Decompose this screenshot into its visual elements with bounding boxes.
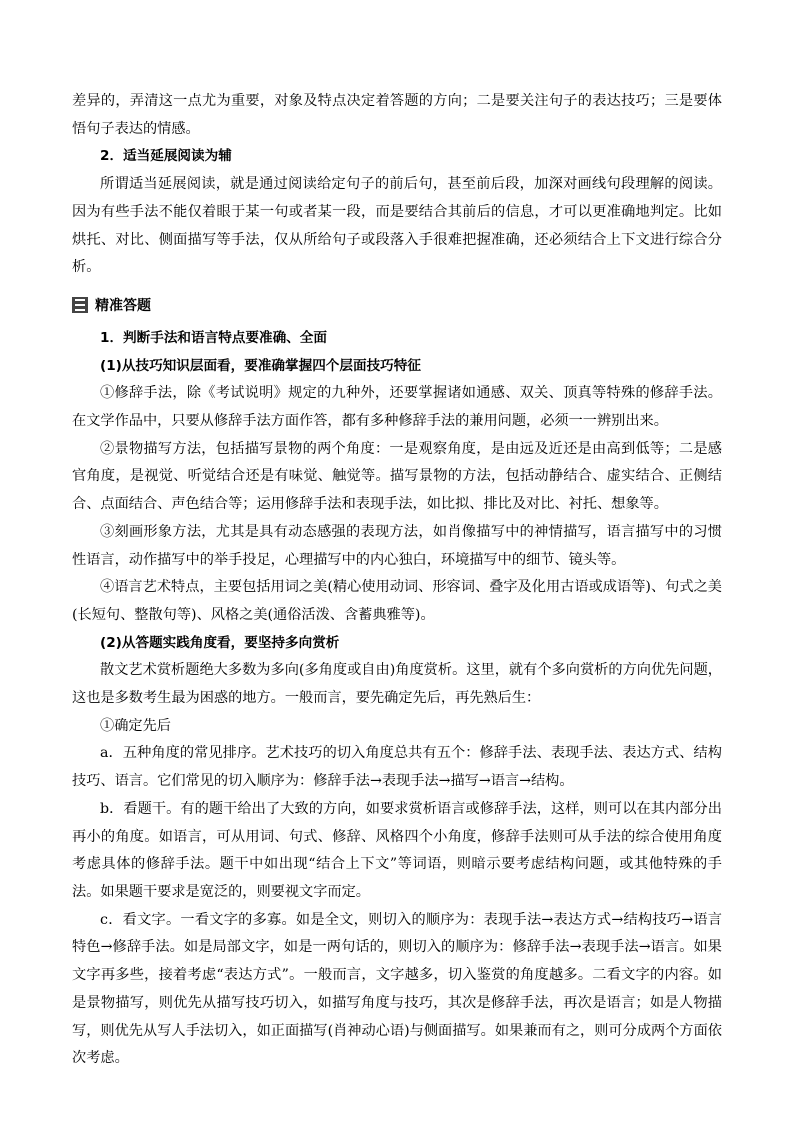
section-title: 精准答题: [95, 297, 151, 314]
paragraph-determine-order: ①确定先后: [100, 717, 171, 734]
paragraph-multi-direction: 散文艺术赏析题绝大多数为多向(多角度或自由)角度赏析。这里，就有个多向赏析的方向优先问题，这也是多数考生最为困惑的地方。一般而言，要先确定先后，再先熟后生：: [72, 662, 722, 707]
paragraph-point-a: a．五种角度的常见排序。艺术技巧的切入角度总共有五个：修辞手法、表现手法、表达方式、结构技巧、语言。它们常见的切入顺序为：修辞手法→表现手法→描写→语言→结构。: [72, 745, 722, 790]
subheading-skill-knowledge: (1)从技巧知识层面看，要准确掌握四个层面技巧特征: [100, 357, 421, 374]
paragraph-continuation: 差异的，弄清这一点尤为重要，对象及特点决定着答题的方向；二是要关注句子的表达技巧；三是要体悟句子表达的情感。: [72, 93, 722, 137]
section-three-icon: [72, 297, 88, 313]
section-header: [72, 295, 722, 315]
subheading-answer-practice: (2)从答题实践角度看，要坚持多向赏析: [100, 634, 340, 651]
document-content: [72, 88, 722, 1073]
paragraph-point-b: b．看题干。有的题干给出了大致的方向，如要求赏析语言或修辞手法，这样，则可以在其内部分出再小的角度。如语言，可从用词、句式、修辞、风格四个小角度，修辞手法则可从手法的综合使用角度考虑具体的修辞手法。题干中如出现“结合上下文”等词语，则暗示要考虑结构问题，或其他特殊的手法。如果题干要求是宽泛的，则要视文字而定。: [72, 800, 722, 900]
subheading-extended-reading: 2．适当延展阅读为辅: [100, 148, 232, 165]
subheading-judge-methods: 1．判断手法和语言特点要准确、全面: [100, 329, 327, 346]
paragraph-scenery: ②景物描写方法，包括描写景物的两个角度：一是观察角度，是由远及近还是由高到低等；二是感官角度，是视觉、听觉结合还是有味觉、触觉等。描写景物的方法，包括动静结合、虚实结合、正侧结合、点面结合、声色结合等；运用修辞手法和表现手法，如比拟、排比及对比、衬托、想象等。: [72, 440, 722, 513]
paragraph-point-c: c．看文字。一看文字的多寡。如是全文，则切入的顺序为：表现手法→表达方式→结构技巧→语言特色→修辞手法。如是局部文字，如是一两句话的，则切入的顺序为：修辞手法→表现手法→语言。如果文字再多些，接着考虑“表达方式”。一般而言，文字越多，切入鉴赏的角度越多。二看文字的内容。如是景物描写，则优先从描写技巧切入，如描写角度与技巧，其次是修辞手法，再次是语言；如是人物描写，则优先从写人手法切入，如正面描写(肖神动心语)与侧面描写。如果兼而有之，则可分成两个方面依次考虑。: [72, 911, 722, 1067]
paragraph-language-art: ④语言艺术特点，主要包括用词之美(精心使用动词、形容词、叠字及化用古语或成语等)、句式之美(长短句、整散句等)、风格之美(通俗活泼、含蓄典雅等)。: [72, 579, 722, 623]
paragraph-rhetoric: ①修辞手法，除《考试说明》规定的九种外，还要掌握诸如通感、双关、顶真等特殊的修辞手法。在文学作品中，只要从修辞手法方面作答，都有多种修辞手法的兼用问题，必须一一辨别出来。: [72, 385, 722, 430]
paragraph-extended-reading: 所谓适当延展阅读，就是通过阅读给定句子的前后句，甚至前后段，加深对画线句段理解的阅读。因为有些手法不能仅着眼于某一句或者某一段，而是要结合其前后的信息，才可以更准确地判定。比如烘托、对比、侧面描写等手法，仅从所给句子或段落入手很难把握准确，还必须结合上下文进行综合分析。: [72, 176, 722, 276]
paragraph-portrayal: ③刻画形象方法，尤其是具有动态感强的表现方法，如肖像描写中的神情描写，语言描写中的习惯性语言，动作描写中的举手投足，心理描写中的内心独白，环境描写中的细节、镜头等。: [72, 523, 722, 568]
